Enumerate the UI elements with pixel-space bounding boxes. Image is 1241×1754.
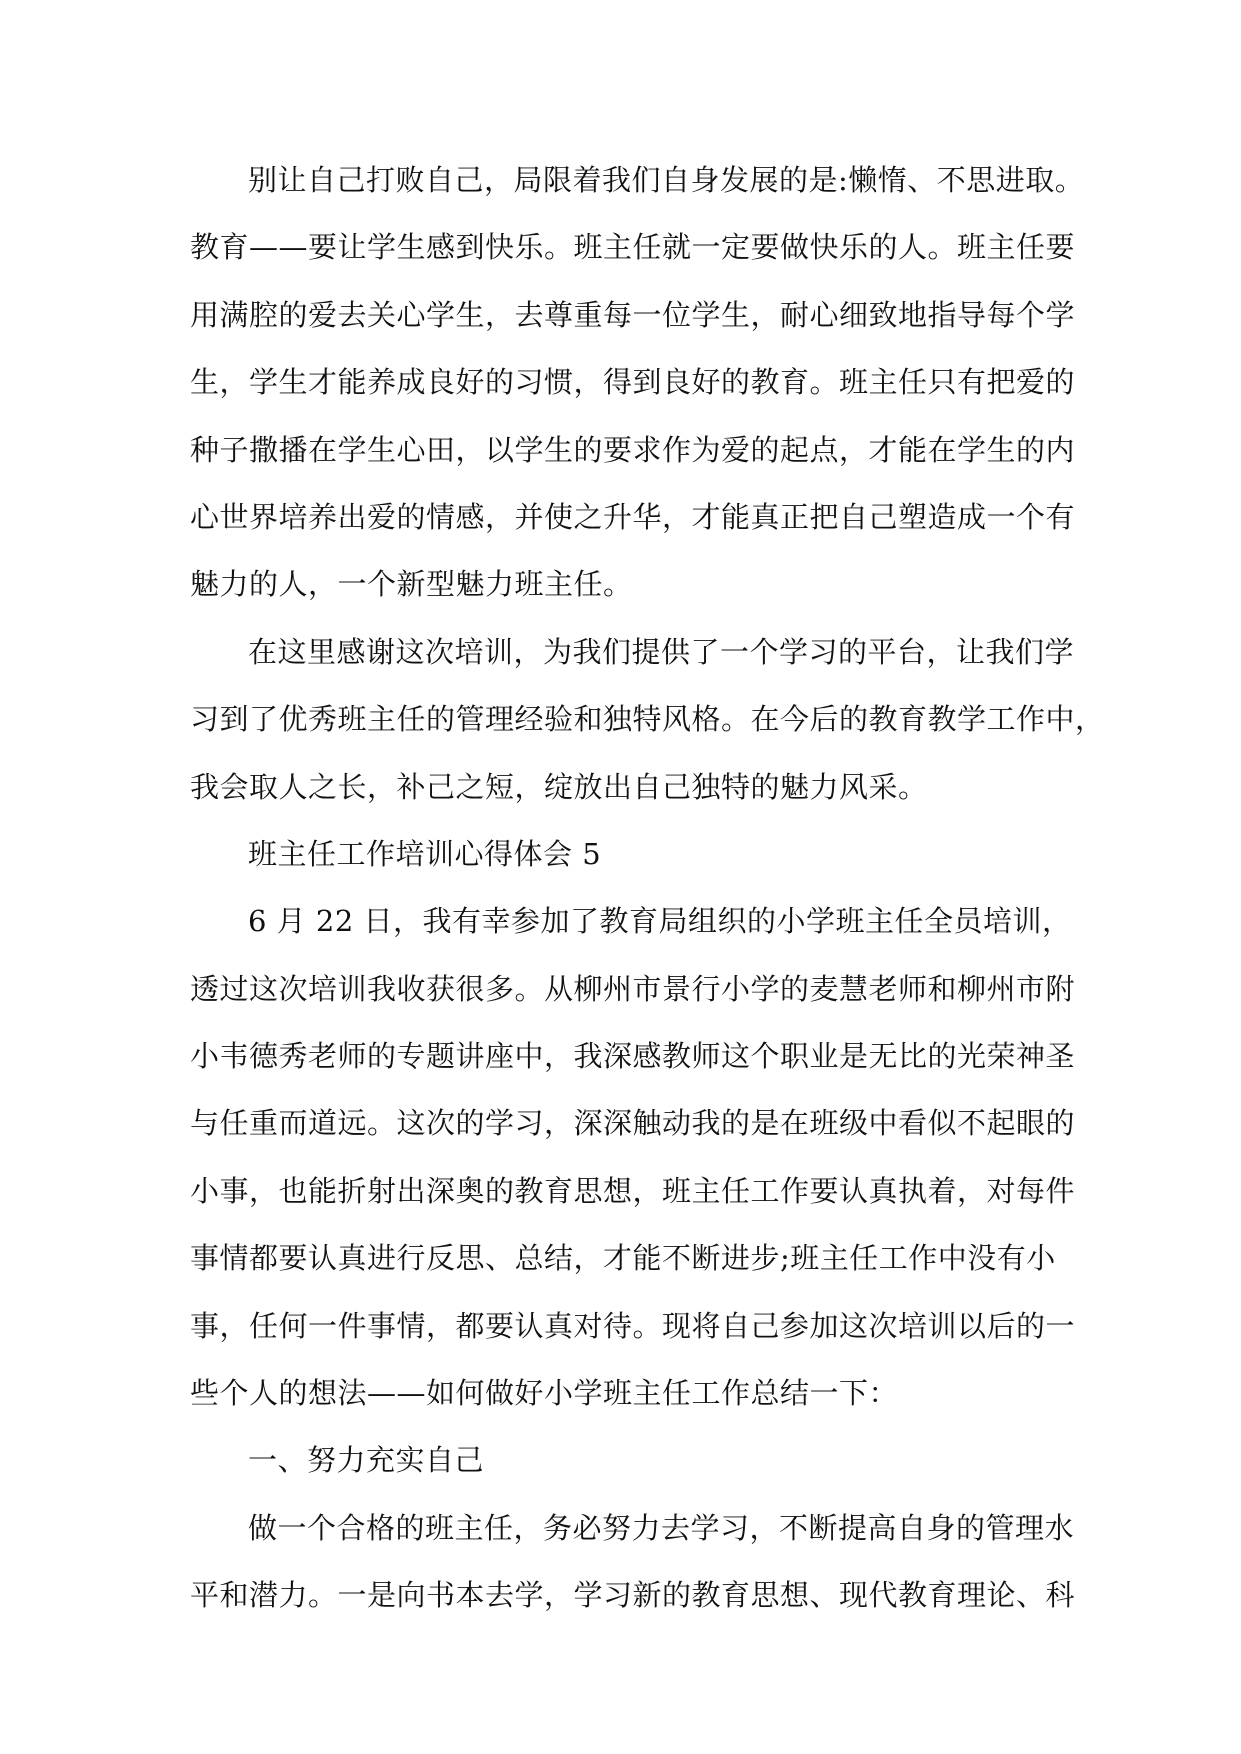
- text-line: 习到了优秀班主任的管理经验和独特风格。在今后的教育教学工作中，: [190, 702, 1105, 737]
- section-heading: 班主任工作培训心得体会 5: [248, 836, 602, 871]
- subsection-heading: 一、努力充实自己: [248, 1443, 485, 1478]
- text-line: 事情都要认真进行反思、总结，才能不断进步;班主任工作中没有小: [190, 1241, 1056, 1276]
- text-line: 透过这次培训我收获很多。从柳州市景行小学的麦慧老师和柳州市附: [190, 971, 1076, 1006]
- text-line: 种子撒播在学生心田，以学生的要求作为爱的起点，才能在学生的内: [190, 432, 1076, 467]
- text-line: 别让自己打败自己，局限着我们自身发展的是:懒惰、不思进取。: [248, 163, 1085, 197]
- text-line: 心世界培养出爱的情感，并使之升华，才能真正把自己塑造成一个有: [190, 499, 1076, 534]
- text-line: 教育——要让学生感到快乐。班主任就一定要做快乐的人。班主任要: [190, 230, 1076, 265]
- text-line: 与任重而道远。这次的学习，深深触动我的是在班级中看似不起眼的: [190, 1106, 1076, 1141]
- text-line: 在这里感谢这次培训，为我们提供了一个学习的平台，让我们学: [248, 634, 1075, 669]
- text-line: 魅力的人，一个新型魅力班主任。: [190, 567, 633, 602]
- text-line: 生，学生才能养成良好的习惯，得到良好的教育。班主任只有把爱的: [190, 365, 1076, 400]
- text-line: 小事，也能折射出深奥的教育思想，班主任工作要认真执着，对每件: [190, 1173, 1076, 1208]
- text-line: 小韦德秀老师的专题讲座中，我深感教师这个职业是无比的光荣神圣: [190, 1039, 1076, 1074]
- text-line: 做一个合格的班主任，务必努力去学习，不断提高自身的管理水: [248, 1510, 1075, 1545]
- text-line: 我会取人之长，补己之短，绽放出自己独特的魅力风采。: [190, 769, 928, 804]
- text-line: 平和潜力。一是向书本去学，学习新的教育思想、现代教育理论、科: [190, 1578, 1076, 1613]
- text-line: 用满腔的爱去关心学生，去尊重每一位学生，耐心细致地指导每个学: [190, 297, 1076, 332]
- document-body: [190, 160, 1105, 1643]
- text-line: 事，任何一件事情，都要认真对待。现将自己参加这次培训以后的一: [190, 1308, 1076, 1343]
- text-line: 些个人的想法——如何做好小学班主任工作总结一下：: [190, 1376, 899, 1411]
- text-line: 6 月 22 日，我有幸参加了教育局组织的小学班主任全员培训，: [248, 904, 1072, 939]
